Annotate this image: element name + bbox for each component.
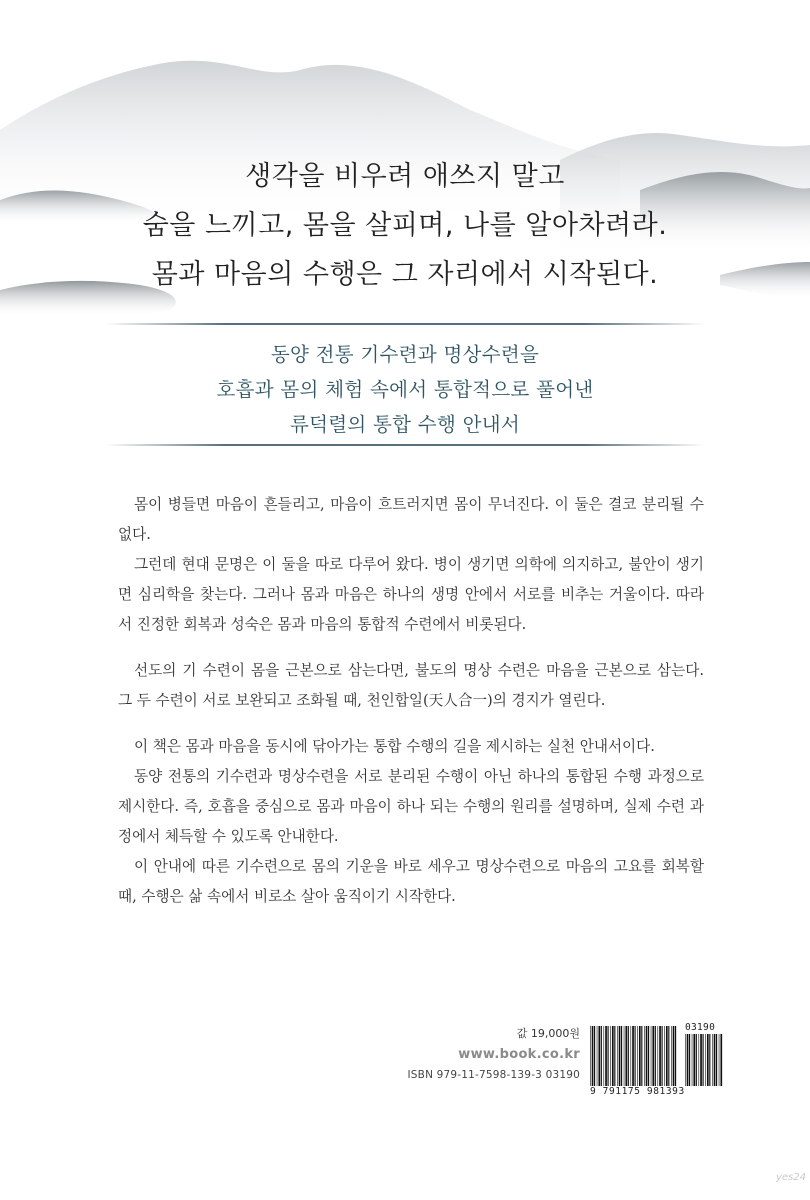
barcode-bar [689,1034,690,1086]
barcode-bar [692,1034,693,1086]
headline-line: 숨을 느끼고, 몸을 살피며, 나를 알아차려라. [142,210,668,241]
barcode-bar [693,1034,695,1086]
headline-line: 생각을 비우려 애쓰지 말고 [245,161,565,192]
subheadline-line: 호흡과 몸의 체험 속에서 통합적으로 풀어낸 [216,378,594,401]
barcode-bar [644,1026,645,1086]
barcode-bar [632,1026,634,1086]
barcode-bar [594,1026,595,1086]
body-paragraph: 선도의 기 수련이 몸을 근본으로 삼는다면, 불도의 명상 수련은 마음을 근본으로 삼는다. 그 두 수련이 서로 보완되고 조화될 때, 천인합일(天人合一)의 경지가 열린다. [118,662,704,709]
barcode-bar [707,1034,709,1086]
barcode-bar [673,1026,675,1086]
barcode-bar [624,1026,625,1086]
divider-bottom [105,444,705,446]
barcode-bar [720,1034,722,1086]
headline-line: 몸과 마음의 수행은 그 자리에서 시작된다. [151,259,659,290]
isbn-label: ISBN 979-11-7598-139-3 03190 [407,1069,580,1081]
barcode-bar [597,1026,598,1086]
barcode-bar [696,1034,697,1086]
barcode-bar [699,1034,700,1086]
barcode-bar [641,1026,642,1086]
barcode-bar [703,1034,704,1086]
barcode-bar [652,1026,654,1086]
barcode-bar [628,1026,629,1086]
barcode-bar [590,1026,591,1086]
barcode-bar [614,1026,615,1086]
barcode-bar [646,1026,648,1086]
barcode-bar [631,1026,632,1086]
body-paragraph: 동양 전통의 기수련과 명상수련을 서로 분리된 수행이 아닌 하나의 통합된 수행 과정으로 제시한다. 즉, 호흡을 중심으로 몸과 마음이 하나 되는 수행의 원리를 설명하며, 실제 수련 과정에서 체득할 수 있도록 안내한다. [118,768,704,845]
barcode-bar [662,1026,663,1086]
barcode-bar [712,1034,713,1086]
barcode-bar [705,1034,706,1086]
watermark: yes24 [776,1172,807,1183]
barcode-bar [637,1026,638,1086]
barcode-bar [621,1026,622,1086]
barcode-bar [651,1026,652,1086]
barcode-bar [610,1026,611,1086]
barcode-bar [664,1026,665,1086]
barcode-bar [668,1026,669,1086]
barcode-bar [714,1034,716,1086]
barcode-bar [658,1026,659,1086]
barcode-bar [659,1026,661,1086]
subheadline-line: 동양 전통 기수련과 명상수련을 [270,343,540,366]
subheadline-line: 류덕렬의 통합 수행 안내서 [289,413,520,436]
barcode-bar [619,1026,621,1086]
barcode-bar [612,1026,614,1086]
barcode-addon-number: 03190 [685,1022,716,1033]
barcode-bar [639,1026,641,1086]
barcode-bar [687,1034,689,1086]
barcode-number: 9 791175 981393 [590,1086,685,1097]
addon-barcode-icon [685,1034,723,1086]
publisher-website: www.book.co.kr [458,1047,580,1062]
body-paragraph: 그런데 현대 문명은 이 둘을 따로 다루어 왔다. 병이 생기면 의학에 의지하고, 불안이 생기면 심리학을 찾는다. 그러나 몸과 마음은 하나의 생명 안에서 서로를 비추는 거울이다. 따라서 진정한 회복과 성숙은 몸과 마음의 통합적 수련에서 비롯된다. [118,556,704,633]
barcode-bar [604,1026,605,1086]
subheadline [0,337,810,442]
divider-top [105,323,705,325]
barcode-bar [592,1026,594,1086]
barcode-bar [671,1026,672,1086]
barcode-bar [666,1026,668,1086]
barcode-bar [685,1034,686,1086]
barcode-bar [700,1034,702,1086]
barcode-bar [598,1026,600,1086]
isbn-barcode [590,1022,730,1102]
body-text [118,490,704,912]
barcode-bar [608,1026,609,1086]
ean-barcode-icon [590,1026,678,1086]
barcode-bar [601,1026,602,1086]
colophon [380,1024,580,1084]
barcode-bar [648,1026,649,1086]
barcode-bar [625,1026,627,1086]
headline [0,152,810,299]
barcode-bar [635,1026,636,1086]
body-paragraph: 이 안내에 따른 기수련으로 몸의 기운을 바로 세우고 명상수련으로 마음의 고요를 회복할 때, 수행은 삶 속에서 비로소 살아 움직이기 시작한다. [118,858,704,905]
barcode-bar [719,1034,720,1086]
body-paragraph: 이 책은 몸과 마음을 동시에 닦아가는 통합 수행의 길을 제시하는 실천 안내서이다. [134,738,655,755]
barcode-bar [709,1034,710,1086]
barcode-bar [617,1026,618,1086]
barcode-bar [675,1026,676,1086]
barcode-bar [605,1026,607,1086]
body-paragraph: 몸이 병들면 마음이 흔들리고, 마음이 흐트러지면 몸이 무너진다. 이 둘은 결코 분리될 수 없다. [118,496,704,543]
barcode-bar [655,1026,656,1086]
barcode-bar [716,1034,717,1086]
price-label: 값 19,000원 [516,1027,580,1040]
